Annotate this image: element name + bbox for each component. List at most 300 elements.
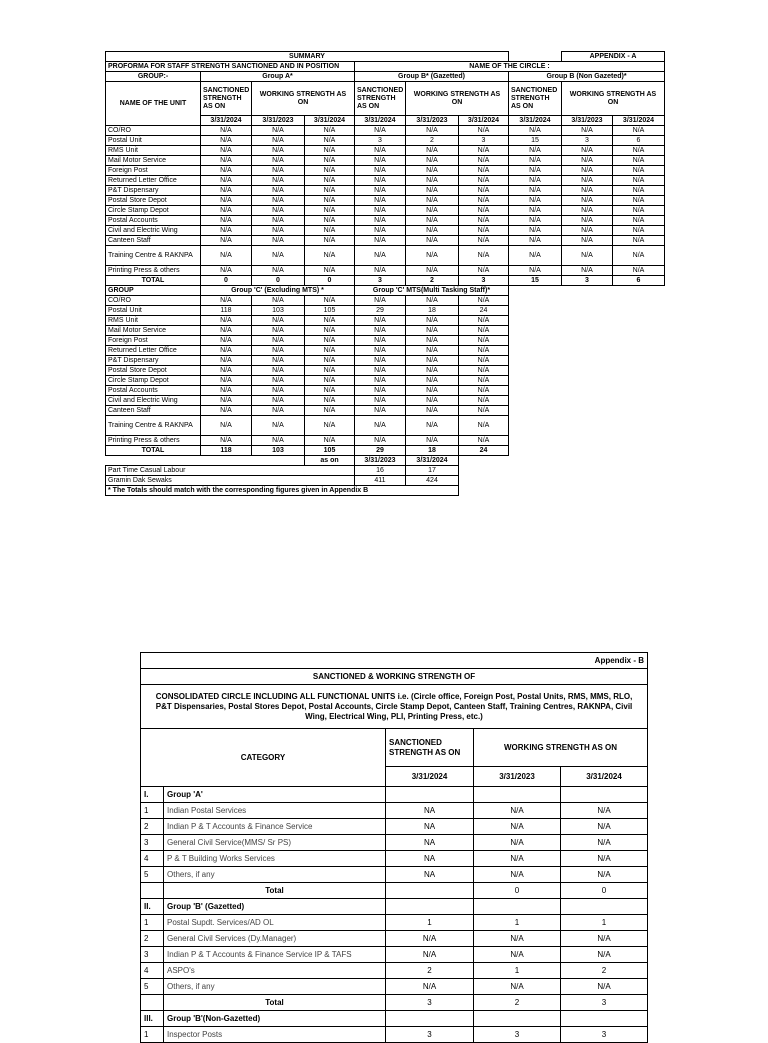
value-cell: N/A <box>355 326 406 336</box>
value-cell: N/A <box>355 146 406 156</box>
item-number: 3 <box>141 947 164 963</box>
value-cell: N/A <box>305 206 355 216</box>
unit-header: NAME OF THE UNIT <box>106 82 201 126</box>
value-cell: N/A <box>386 931 474 947</box>
item-number: 4 <box>141 851 164 867</box>
blank-cell <box>509 396 665 406</box>
unit-name: Civil and Electric Wing <box>106 226 201 236</box>
total-value: 0 <box>474 883 561 899</box>
value-cell: N/A <box>406 316 459 326</box>
unit-row <box>106 346 665 356</box>
value-cell: N/A <box>201 406 252 416</box>
blank-cell <box>106 456 305 466</box>
value-cell: N/A <box>613 216 665 226</box>
value-cell: N/A <box>201 126 252 136</box>
table-cell <box>561 1011 648 1027</box>
unit-name: Mail Motor Service <box>106 326 201 336</box>
unit-row <box>106 376 665 386</box>
value-cell: N/A <box>562 266 613 276</box>
value-cell: N/A <box>201 196 252 206</box>
value-cell: N/A <box>459 236 509 246</box>
value-cell: N/A <box>201 356 252 366</box>
total-value: 3 <box>459 276 509 286</box>
value-cell: N/A <box>562 156 613 166</box>
value-cell: N/A <box>252 266 305 276</box>
total-value: 2 <box>474 995 561 1011</box>
value-cell: N/A <box>561 947 648 963</box>
sanctioned-header: SANCTIONED STRENGTH AS ON <box>201 82 252 116</box>
value-cell: N/A <box>252 346 305 356</box>
date-header: 3/31/2023 <box>355 456 406 466</box>
blank-cell <box>509 316 665 326</box>
unit-row <box>106 156 665 166</box>
item-number: 1 <box>141 803 164 819</box>
table-cell <box>561 787 648 803</box>
value-cell: N/A <box>355 196 406 206</box>
value-cell: N/A <box>355 166 406 176</box>
value-cell: N/A <box>459 156 509 166</box>
group-c-header: Group 'C' (Excluding MTS) * <box>201 286 355 296</box>
unit-name: Postal Store Depot <box>106 196 201 206</box>
unit-row <box>106 326 665 336</box>
value-cell: N/A <box>406 356 459 366</box>
summary-row <box>106 52 665 62</box>
section-number: I. <box>141 787 164 803</box>
value-cell: N/A <box>252 136 305 146</box>
value-cell: N/A <box>459 226 509 236</box>
blank-cell <box>459 466 665 476</box>
blank-cell <box>459 486 665 496</box>
blank-cell <box>509 446 665 456</box>
summary-title: SUMMARY <box>106 52 509 62</box>
value-cell: N/A <box>509 126 562 136</box>
value-cell: 17 <box>406 466 459 476</box>
section-name: Group 'B'(Non-Gazetted) <box>164 1011 386 1027</box>
unit-name: P&T Dispensary <box>106 186 201 196</box>
value-cell: N/A <box>305 136 355 146</box>
total-value: 105 <box>305 446 355 456</box>
table-cell <box>141 995 164 1011</box>
value-cell: N/A <box>201 226 252 236</box>
sanctioned-header: SANCTIONED STRENGTH AS ON <box>509 82 562 116</box>
value-cell: N/A <box>252 376 305 386</box>
table-cell <box>474 1011 561 1027</box>
value-cell: N/A <box>355 416 406 436</box>
value-cell: N/A <box>406 366 459 376</box>
value-cell: N/A <box>252 326 305 336</box>
table-cell <box>141 883 164 899</box>
value-cell: N/A <box>355 266 406 276</box>
value-cell: 29 <box>355 306 406 316</box>
unit-name: Mail Motor Service <box>106 156 201 166</box>
value-cell: N/A <box>252 216 305 226</box>
value-cell: N/A <box>406 416 459 436</box>
item-name: Indian Postal Services <box>164 803 386 819</box>
value-cell: N/A <box>561 835 648 851</box>
unit-name: Training Centre & RAKNPA <box>106 246 201 266</box>
unit-row <box>106 236 665 246</box>
value-cell: N/A <box>201 416 252 436</box>
blank-cell <box>509 296 665 306</box>
value-cell: NA <box>386 819 474 835</box>
value-cell: N/A <box>355 176 406 186</box>
gds-label: Gramin Dak Sewaks <box>106 476 355 486</box>
value-cell: N/A <box>474 931 561 947</box>
section-name: Group 'A' <box>164 787 386 803</box>
value-cell: N/A <box>562 166 613 176</box>
value-cell: N/A <box>406 156 459 166</box>
category-row <box>141 963 648 979</box>
total-value: 118 <box>201 446 252 456</box>
value-cell: N/A <box>459 126 509 136</box>
item-name: Postal Supdt. Services/AD OL <box>164 915 386 931</box>
total-row <box>106 446 665 456</box>
group-b-non-gazetted-header: Group B (Non Gazeted)* <box>509 72 665 82</box>
unit-name: Circle Stamp Depot <box>106 206 201 216</box>
value-cell: N/A <box>613 266 665 276</box>
gds-row <box>106 476 665 486</box>
value-cell: N/A <box>355 346 406 356</box>
unit-name: CO/RO <box>106 126 201 136</box>
value-cell: N/A <box>201 146 252 156</box>
value-cell: 2 <box>406 136 459 146</box>
value-cell: N/A <box>201 236 252 246</box>
value-cell: N/A <box>509 236 562 246</box>
value-cell: N/A <box>252 436 305 446</box>
value-cell: 118 <box>201 306 252 316</box>
category-row <box>141 931 648 947</box>
casual-label: Part Time Casual Labour <box>106 466 355 476</box>
value-cell: 1 <box>386 915 474 931</box>
as-on-label: as on <box>305 456 355 466</box>
item-number: 3 <box>141 835 164 851</box>
value-cell: N/A <box>406 296 459 306</box>
value-cell: N/A <box>355 356 406 366</box>
value-cell: N/A <box>252 176 305 186</box>
value-cell: N/A <box>355 296 406 306</box>
item-number: 2 <box>141 931 164 947</box>
value-cell: N/A <box>305 176 355 186</box>
value-cell: 18 <box>406 306 459 316</box>
group-c-mts-header: Group 'C' MTS(Multi Tasking Staff)* <box>355 286 509 296</box>
value-cell: N/A <box>252 186 305 196</box>
date-header: 3/31/2023 <box>406 116 459 126</box>
value-cell: N/A <box>561 803 648 819</box>
unit-row <box>106 366 665 376</box>
value-cell: N/A <box>459 176 509 186</box>
value-cell: N/A <box>474 851 561 867</box>
item-number: 2 <box>141 819 164 835</box>
blank-cell <box>509 386 665 396</box>
value-cell: N/A <box>305 316 355 326</box>
value-cell: N/A <box>406 336 459 346</box>
table-cell <box>561 899 648 915</box>
unit-row <box>106 206 665 216</box>
date-header: 3/31/2023 <box>474 767 561 787</box>
date-header: 3/31/2024 <box>406 456 459 466</box>
value-cell: N/A <box>509 156 562 166</box>
unit-row <box>106 196 665 206</box>
value-cell: N/A <box>355 186 406 196</box>
item-number: 5 <box>141 979 164 995</box>
value-cell: N/A <box>474 947 561 963</box>
value-cell: N/A <box>201 346 252 356</box>
value-cell: 103 <box>252 306 305 316</box>
value-cell: N/A <box>613 146 665 156</box>
total-label: Total <box>164 883 386 899</box>
circle-name-label: NAME OF THE CIRCLE : <box>355 62 665 72</box>
section-row <box>141 1011 648 1027</box>
value-cell: N/A <box>459 326 509 336</box>
value-cell: N/A <box>252 416 305 436</box>
date-header: 3/31/2024 <box>613 116 665 126</box>
blank-cell <box>459 456 665 466</box>
value-cell: N/A <box>201 136 252 146</box>
total-value: 2 <box>406 276 459 286</box>
value-cell: N/A <box>305 296 355 306</box>
category-row <box>141 835 648 851</box>
value-cell: N/A <box>252 146 305 156</box>
value-cell: N/A <box>561 931 648 947</box>
total-value: 3 <box>562 276 613 286</box>
value-cell: N/A <box>406 146 459 156</box>
date-header: 3/31/2024 <box>561 767 648 787</box>
value-cell: N/A <box>406 406 459 416</box>
value-cell: N/A <box>459 366 509 376</box>
total-value: 103 <box>252 446 305 456</box>
item-name: Others, if any <box>164 867 386 883</box>
value-cell: N/A <box>252 246 305 266</box>
value-cell: N/A <box>201 436 252 446</box>
value-cell: N/A <box>355 156 406 166</box>
value-cell: N/A <box>406 236 459 246</box>
sanctioned-header: SANCTIONED STRENGTH AS ON <box>355 82 406 116</box>
item-number: 5 <box>141 867 164 883</box>
date-header: 3/31/2024 <box>386 767 474 787</box>
category-row <box>141 979 648 995</box>
appendix-b-title: SANCTIONED & WORKING STRENGTH OF <box>141 669 648 685</box>
appendix-label: Appendix - B <box>141 653 648 669</box>
value-cell: N/A <box>305 396 355 406</box>
value-cell: N/A <box>474 835 561 851</box>
item-name: P & T Building Works Services <box>164 851 386 867</box>
date-header: 3/31/2023 <box>252 116 305 126</box>
value-cell: N/A <box>613 196 665 206</box>
value-cell: N/A <box>561 979 648 995</box>
value-cell: N/A <box>252 336 305 346</box>
value-cell: N/A <box>305 336 355 346</box>
category-row <box>141 947 648 963</box>
item-name: General Civil Service(MMS/ Sr PS) <box>164 835 386 851</box>
value-cell: N/A <box>561 867 648 883</box>
value-cell: N/A <box>305 156 355 166</box>
value-cell: N/A <box>305 266 355 276</box>
unit-row <box>106 216 665 226</box>
value-cell: N/A <box>201 366 252 376</box>
value-cell: N/A <box>355 436 406 446</box>
total-row <box>106 276 665 286</box>
group-b-gazetted-header: Group B* (Gazetted) <box>355 72 509 82</box>
value-cell: N/A <box>406 386 459 396</box>
unit-row <box>106 226 665 236</box>
value-cell: N/A <box>406 176 459 186</box>
value-cell: N/A <box>252 406 305 416</box>
unit-row <box>106 336 665 346</box>
value-cell: N/A <box>406 246 459 266</box>
value-cell: N/A <box>459 336 509 346</box>
value-cell: N/A <box>459 206 509 216</box>
working-header: WORKING STRENGTH AS ON <box>474 729 648 767</box>
value-cell: N/A <box>201 156 252 166</box>
value-cell: N/A <box>406 376 459 386</box>
table-cell <box>474 787 561 803</box>
value-cell: N/A <box>509 196 562 206</box>
value-cell: N/A <box>562 186 613 196</box>
value-cell: N/A <box>305 436 355 446</box>
value-cell: 24 <box>459 306 509 316</box>
value-cell: N/A <box>561 851 648 867</box>
value-cell: 15 <box>509 136 562 146</box>
section-number: II. <box>141 899 164 915</box>
value-cell: 411 <box>355 476 406 486</box>
value-cell: N/A <box>459 356 509 366</box>
value-cell: N/A <box>459 386 509 396</box>
group-label: GROUP:- <box>106 72 201 82</box>
item-name: Indian P & T Accounts & Finance Service <box>164 819 386 835</box>
item-name: Inspector Posts <box>164 1027 386 1043</box>
value-cell: N/A <box>355 406 406 416</box>
value-cell: N/A <box>613 176 665 186</box>
value-cell: N/A <box>386 947 474 963</box>
value-cell: N/A <box>562 246 613 266</box>
value-cell: N/A <box>613 186 665 196</box>
unit-row <box>106 176 665 186</box>
unit-row <box>106 436 665 446</box>
unit-name: P&T Dispensary <box>106 356 201 366</box>
value-cell: N/A <box>355 366 406 376</box>
value-cell: N/A <box>509 176 562 186</box>
value-cell: 3 <box>355 136 406 146</box>
category-header: CATEGORY <box>141 729 386 787</box>
value-cell: N/A <box>613 206 665 216</box>
category-row <box>141 819 648 835</box>
total-value: 0 <box>252 276 305 286</box>
appendix-b-table <box>140 652 648 1043</box>
value-cell: N/A <box>305 416 355 436</box>
value-cell: 1 <box>561 915 648 931</box>
value-cell: N/A <box>355 376 406 386</box>
value-cell: N/A <box>355 226 406 236</box>
value-cell: N/A <box>201 266 252 276</box>
value-cell: N/A <box>613 156 665 166</box>
item-name: ASPO's <box>164 963 386 979</box>
item-number: 1 <box>141 915 164 931</box>
blank-cell <box>509 306 665 316</box>
value-cell: N/A <box>201 176 252 186</box>
value-cell: N/A <box>406 186 459 196</box>
value-cell: 2 <box>386 963 474 979</box>
value-cell: N/A <box>305 406 355 416</box>
value-cell: N/A <box>305 376 355 386</box>
value-cell: N/A <box>459 316 509 326</box>
total-value: 0 <box>305 276 355 286</box>
value-cell: N/A <box>355 246 406 266</box>
unit-row <box>106 316 665 326</box>
item-number: 4 <box>141 963 164 979</box>
unit-row <box>106 406 665 416</box>
unit-row <box>106 356 665 366</box>
unit-row <box>106 146 665 156</box>
unit-row <box>106 396 665 406</box>
blank-cell <box>459 476 665 486</box>
value-cell: N/A <box>509 186 562 196</box>
appendix-label: APPENDIX - A <box>562 52 665 62</box>
value-cell: N/A <box>252 356 305 366</box>
unit-name: Returned Letter Office <box>106 176 201 186</box>
section-number: III. <box>141 1011 164 1027</box>
value-cell: N/A <box>305 186 355 196</box>
total-value: 0 <box>561 883 648 899</box>
unit-name: Postal Store Depot <box>106 366 201 376</box>
total-value: 3 <box>386 995 474 1011</box>
unit-name: Printing Press & others <box>106 436 201 446</box>
value-cell: N/A <box>305 356 355 366</box>
value-cell: N/A <box>459 436 509 446</box>
value-cell: N/A <box>459 266 509 276</box>
unit-row <box>106 306 665 316</box>
unit-name: Circle Stamp Depot <box>106 376 201 386</box>
unit-name: Postal Accounts <box>106 386 201 396</box>
value-cell: N/A <box>562 176 613 186</box>
value-cell: N/A <box>406 166 459 176</box>
value-cell: 1 <box>474 915 561 931</box>
value-cell: N/A <box>509 246 562 266</box>
value-cell: N/A <box>201 386 252 396</box>
blank-cell <box>509 286 665 296</box>
value-cell: N/A <box>406 126 459 136</box>
value-cell: N/A <box>305 236 355 246</box>
unit-name: RMS Unit <box>106 316 201 326</box>
total-value: 3 <box>561 995 648 1011</box>
unit-name: Civil and Electric Wing <box>106 396 201 406</box>
blank-cell <box>509 366 665 376</box>
value-cell: N/A <box>305 196 355 206</box>
value-cell: N/A <box>459 246 509 266</box>
item-name: General Civil Services (Dy.Manager) <box>164 931 386 947</box>
value-cell: 3 <box>386 1027 474 1043</box>
section-row <box>141 787 648 803</box>
blank-cell <box>509 336 665 346</box>
value-cell: N/A <box>201 396 252 406</box>
category-row <box>141 867 648 883</box>
value-cell: N/A <box>459 416 509 436</box>
value-cell: N/A <box>355 126 406 136</box>
table-cell <box>386 787 474 803</box>
date-header: 3/31/2024 <box>305 116 355 126</box>
value-cell: 6 <box>613 136 665 146</box>
value-cell: N/A <box>252 386 305 396</box>
value-cell: N/A <box>613 246 665 266</box>
value-cell: N/A <box>459 196 509 206</box>
value-cell: N/A <box>355 206 406 216</box>
value-cell: N/A <box>201 216 252 226</box>
value-cell: N/A <box>459 346 509 356</box>
value-cell: N/A <box>305 166 355 176</box>
unit-row <box>106 416 665 436</box>
value-cell: N/A <box>406 326 459 336</box>
total-value: 0 <box>201 276 252 286</box>
value-cell: 424 <box>406 476 459 486</box>
